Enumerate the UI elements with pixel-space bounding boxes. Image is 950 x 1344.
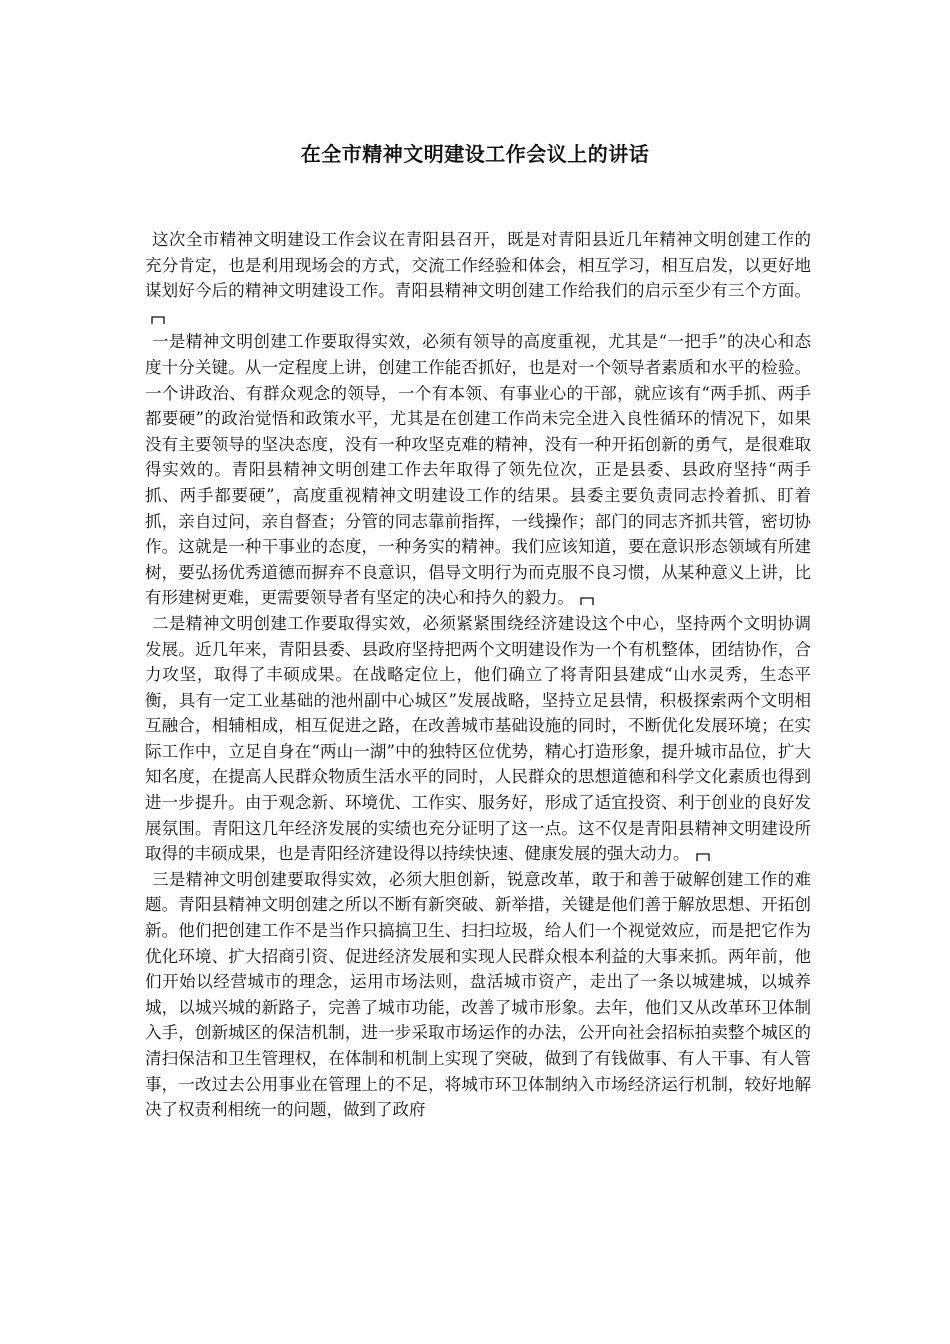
paragraph-point-three <box>145 867 811 1123</box>
paragraph-mark-icon <box>151 315 165 325</box>
paragraph-mark-icon <box>696 852 710 862</box>
document-body <box>145 227 811 1123</box>
paragraph-mark-icon <box>580 596 594 606</box>
paragraph-text: 一是精神文明创建工作要取得实效，必须有领导的高度重视，尤其是“一把手”的决心和态度十分关键。从一定程度上讲，创建工作能否抓好，也是对一个领导者素质和水平的检验。一个讲政治、有群众观念的领导，一个有本领、有事业心的干部，就应该有“两手抓、两手都要硬”的政治觉悟和政策水平，尤其是在创建工作尚未完全进入良性循环的情况下，如果没有主要领导的坚决态度，没有一种攻坚克难的精神，没有一种开拓创新的勇气，是很难取得实效的。青阳县精神文明创建工作去年取得了领先位次，正是县委、县政府坚持“两手抓、两手都要硬”，高度重视精神文明建设工作的结果。县委主要负责同志拎着抓、盯着抓，亲自过问，亲自督查；分管的同志靠前指挥，一线操作；部门的同志齐抓共管，密切协作。这就是一种干事业的态度，一种务实的精神。我们应该知道，要在意识形态领域有所建树，要弘扬优秀道德而摒弃不良意识，倡导文明行为而克服不良习惯，从某种意义上讲，比有形建树更难，更需要领导者有坚定的决心和持久的毅力。 <box>145 332 811 608</box>
paragraph-point-two <box>145 611 811 867</box>
paragraph-text: 二是精神文明创建工作要取得实效，必须紧紧围绕经济建设这个中心，坚持两个文明协调发展。近几年来，青阳县委、县政府坚持把两个文明建设作为一个有机整体，团结协作，合力攻坚，取得了丰硕成果。在战略定位上，他们确立了将青阳县建成“山水灵秀，生态平衡，具有一定工业基础的池州副中心城区”发展战略，坚持立足县情，积极探索两个文明相互融合，相辅相成，相互促进之路，在改善城市基础设施的同时，不断优化发展环境；在实际工作中，立足自身在“两山一湖”中的独特区位优势，精心打造形象，提升城市品位，扩大知名度，在提高人民群众物质生活水平的同时，人民群众的思想道德和科学文化素质也得到进一步提升。由于观念新、环境优、工作实、服务好，形成了适宜投资、利于创业的良好发展氛围。青阳这几年经济发展的实绩也充分证明了这一点。这不仅是青阳县精神文明建设所取得的丰硕成果，也是青阳经济建设得以持续快速、健康发展的强大动力。 <box>145 613 811 864</box>
paragraph-text: 这次全市精神文明建设工作会议在青阳县召开，既是对青阳县近几年精神文明创建工作的充分肯定，也是利用现场会的方式，交流工作经验和体会，相互学习，相互启发，以更好地谋划好今后的精神文明建设工作。青阳县精神文明创建工作给我们的启示至少有三个方面。 <box>145 230 811 301</box>
paragraph-text: 三是精神文明创建要取得实效，必须大胆创新，锐意改革，敢于和善于破解创建工作的难题。青阳县精神文明创建之所以不断有新突破、新举措，关键是他们善于解放思想、开拓创新。他们把创建工作不是当作只搞搞卫生、扫扫垃圾，给人们一个视觉效应，而是把它作为优化环境、扩大招商引资、促进经济发展和实现人民群众根本利益的大事来抓。两年前，他们开始以经营城市的理念，运用市场法则，盘活城市资产，走出了一条以城建城，以城养城，以城兴城的新路子，完善了城市功能，改善了城市形象。去年，他们又从改革环卫体制入手，创新城区的保洁机制，进一步采取市场运作的办法，公开向社会招标拍卖整个城区的清扫保洁和卫生管理权，在体制和机制上实现了突破，做到了有钱做事、有人干事、有人管事，一改过去公用事业在管理上的不足，将城市环卫体制纳入市场经济运行机制，较好地解决了权责利相统一的问题，做到了政府 <box>145 869 811 1120</box>
paragraph-intro <box>145 227 811 329</box>
document-title: 在全市精神文明建设工作会议上的讲话 <box>300 142 650 166</box>
paragraph-point-one <box>145 329 811 611</box>
